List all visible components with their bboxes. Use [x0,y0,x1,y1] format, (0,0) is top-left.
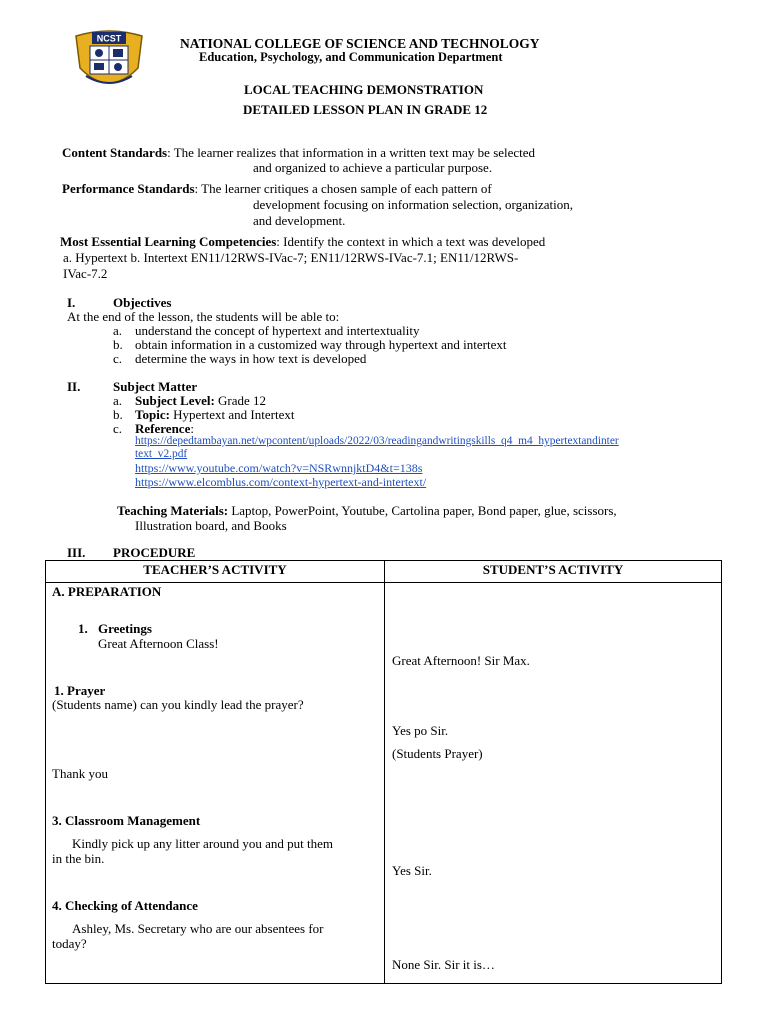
prayer-heading: 1. Prayer [54,683,106,698]
student-activity-header [385,561,722,583]
melc-label: Most Essential Learning Competencies [60,234,277,249]
reference-colon: : [190,421,194,436]
classroom-management-text-cont: in the bin. [52,851,105,866]
prayer-reply: Yes po Sir. [392,723,449,738]
teaching-materials-line2: Illustration board, and Books [135,518,287,533]
teacher-activity-header [46,561,385,583]
student-activity-cell [385,583,722,984]
subject-level-value: Grade 12 [214,393,267,408]
objective-item [113,351,366,367]
teaching-materials-label: Teaching Materials: [117,503,229,518]
greetings-heading: Greetings [98,621,152,636]
performance-standards [62,181,492,197]
melc-text: : Identify the context in which a text was developed [276,234,546,249]
subject-level-letter: a. [113,393,123,408]
melc [60,234,545,250]
performance-standards-label: Performance Standards [62,181,195,196]
objective-letter: a. [113,323,123,338]
document-title-line2: DETAILED LESSON PLAN IN GRADE 12 [243,102,488,117]
attendance-reply: None Sir. Sir it is… [392,957,495,972]
topic-value: Hypertext and Intertext [169,407,295,422]
college-name: NATIONAL COLLEGE OF SCIENCE AND TECHNOLOGY [180,36,540,51]
teacher-activity-cell [46,583,385,984]
reference-link-deped-cont[interactable]: text_v2.pdf [135,448,188,460]
attendance-text-cont: today? [52,936,87,951]
preparation-heading: A. PREPARATION [52,584,162,599]
svg-text:NCST: NCST [96,33,122,44]
greetings-text: Great Afternoon Class! [98,636,219,651]
subject-matter-heading: Subject Matter [113,379,198,394]
greetings-number: 1. [78,621,88,636]
objective-text: obtain information in a customized way through hypertext and intertext [135,337,507,352]
melc-line2: a. Hypertext b. Intertext EN11/12RWS-IVac-7; EN11/12RWS-IVac-7.1; EN11/12RWS- [63,250,519,265]
subject-matter-numeral: II. [67,379,81,394]
content-standards-text: : The learner realizes that information in a written text may be selected [167,145,536,160]
content-standards-label: Content Standards [62,145,168,160]
reference-link-deped[interactable]: https://depedtambayan.net/wpcontent/uploads/2022/03/readingandwritingskills_q4_m4_hypertextandinter [135,435,619,447]
performance-standards-line2: development focusing on information selection, organization, [253,197,573,212]
objectives-intro: At the end of the lesson, the students will be able to: [67,309,340,324]
subject-level-label: Subject Level: [135,393,215,408]
teaching-materials-text: Laptop, PowerPoint, Youtube, Cartolina paper, Bond paper, glue, scissors, [228,503,617,518]
objective-text: understand the concept of hypertext and intertextuality [135,323,420,338]
attendance-text: Ashley, Ms. Secretary who are our absentees for [72,921,324,936]
prayer-action: (Students Prayer) [392,746,483,761]
objective-text: determine the ways in how text is developed [135,351,367,366]
thank-you-text: Thank you [52,766,108,781]
procedure-table [45,560,722,984]
topic-letter: b. [113,407,123,422]
procedure-numeral: III. [67,545,86,560]
objective-letter: c. [113,351,123,366]
prayer-text: (Students name) can you kindly lead the prayer? [52,697,304,712]
objectives-heading: Objectives [113,295,172,310]
greeting-reply: Great Afternoon! Sir Max. [392,653,530,668]
document-title-line1: LOCAL TEACHING DEMONSTRATION [244,82,484,97]
topic-label: Topic: [135,407,170,422]
reference-link-youtube[interactable]: https://www.youtube.com/watch?v=NSRwnnjktD4&t=138s [135,461,423,475]
teaching-materials [117,503,617,519]
classroom-management-text: Kindly pick up any litter around you and put them [72,836,334,851]
reference-letter: c. [113,421,123,436]
objectives-numeral: I. [67,295,76,310]
student-activity-header-text: STUDENT’S ACTIVITY [482,562,624,577]
content-standards [62,145,535,161]
procedure-heading: PROCEDURE [113,545,196,560]
department-name: Education, Psychology, and Communication Department [199,50,503,64]
reference-label: Reference [135,421,191,436]
performance-standards-text: : The learner critiques a chosen sample of each pattern of [194,181,492,196]
classroom-management-heading: 3. Classroom Management [52,813,201,828]
performance-standards-line3: and development. [253,213,346,228]
college-logo [72,28,146,94]
attendance-heading: 4. Checking of Attendance [52,898,198,913]
melc-line3: IVac-7.2 [63,266,108,281]
classroom-reply: Yes Sir. [392,863,432,878]
content-standards-continued: and organized to achieve a particular purpose. [253,160,493,175]
teacher-activity-header-text: TEACHER’S ACTIVITY [143,562,287,577]
reference-link-elcomblus[interactable]: https://www.elcomblus.com/context-hypertext-and-intertext/ [135,475,427,489]
objective-letter: b. [113,337,123,352]
